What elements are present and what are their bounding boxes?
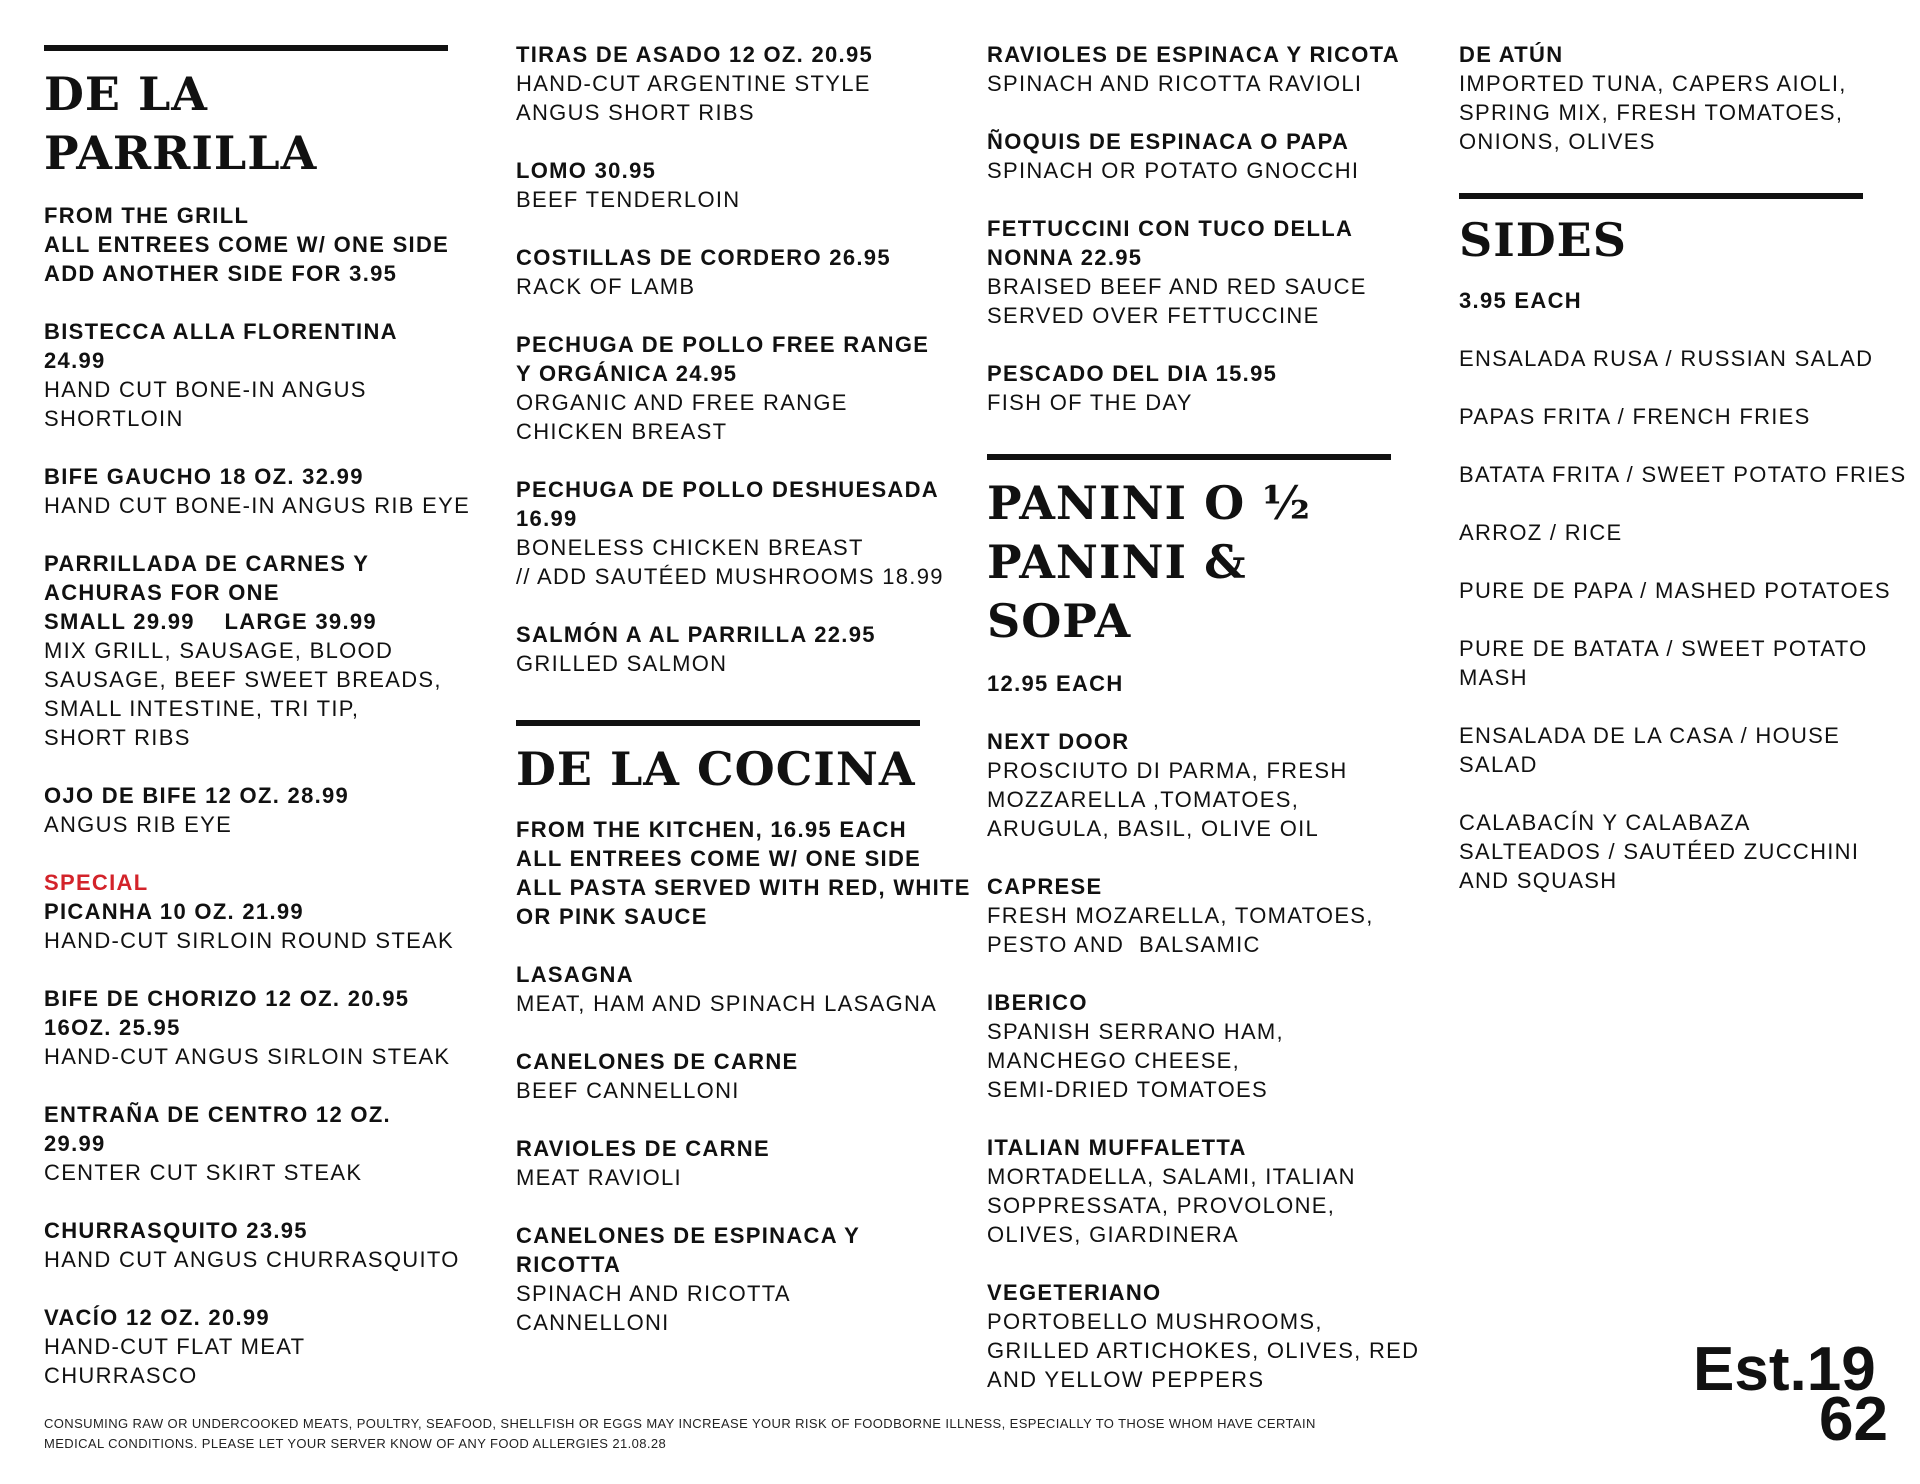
menu-item: [516, 1134, 966, 1192]
side-item-line: AND SQUASH: [1459, 868, 1618, 893]
menu-item: [44, 462, 484, 520]
item-description: PROSCIUTO DI PARMA, FRESH: [987, 758, 1348, 783]
disclaimer-line: CONSUMING RAW OR UNDERCOOKED MEATS, POULTRY, SEAFOOD, SHELLFISH OR EGGS MAY INCREASE YOUR RISK OF FOODBORNE ILLNESS, ESPECIALLY TO THOSE WHOM HAVE CERTAIN: [44, 1416, 1316, 1431]
item-description: SPINACH AND RICOTTA RAVIOLI: [987, 71, 1363, 96]
item-description: GRILLED ARTICHOKES, OLIVES, RED: [987, 1338, 1420, 1363]
side-item: [1459, 634, 1889, 692]
item-description: GRILLED SALMON: [516, 651, 728, 676]
item-title: LOMO 30.95: [516, 158, 657, 183]
item-description: IMPORTED TUNA, CAPERS AIOLI,: [1459, 71, 1847, 96]
menu-item: [44, 1216, 484, 1274]
item-title: RAVIOLES DE CARNE: [516, 1136, 770, 1161]
item-description: ANGUS RIB EYE: [44, 812, 233, 837]
item-title: RICOTTA: [516, 1252, 622, 1277]
item-description: RACK OF LAMB: [516, 274, 696, 299]
item-title: TIRAS DE ASADO 12 OZ. 20.95: [516, 42, 874, 67]
item-description: MIX GRILL, SAUSAGE, BLOOD: [44, 638, 394, 663]
est-1962-logo: [1693, 1335, 1888, 1454]
menu-item: [1459, 40, 1889, 156]
item-description: PESTO AND BALSAMIC: [987, 932, 1261, 957]
item-description: HAND CUT BONE-IN ANGUS RIB EYE: [44, 493, 471, 518]
item-description: FRESH MOZARELLA, TOMATOES,: [987, 903, 1374, 928]
menu-item: [987, 359, 1407, 417]
menu-item: [516, 243, 966, 301]
item-description: HAND-CUT ARGENTINE STYLE: [516, 71, 871, 96]
item-description: MOZZARELLA ,TOMATOES,: [987, 787, 1300, 812]
item-title: DE ATÚN: [1459, 42, 1564, 67]
item-title: SALMÓN A AL PARRILLA 22.95: [516, 622, 876, 647]
item-title: PESCADO DEL DIA 15.95: [987, 361, 1278, 386]
menu-item: [516, 620, 966, 678]
section-divider: [44, 45, 448, 51]
intro-line: ALL ENTREES COME W/ ONE SIDE: [516, 846, 922, 871]
section-title-panini: [987, 474, 1407, 651]
section-divider: [1459, 193, 1863, 199]
item-description: PORTOBELLO MUSHROOMS,: [987, 1309, 1323, 1334]
menu-item: [516, 475, 966, 591]
item-description: CHURRASCO: [44, 1363, 198, 1388]
item-description: // ADD SAUTÉED MUSHROOMS 18.99: [516, 564, 944, 589]
item-title: OJO DE BIFE 12 OZ. 28.99: [44, 783, 350, 808]
item-description: AND YELLOW PEPPERS: [987, 1367, 1265, 1392]
item-description: SPRING MIX, FRESH TOMATOES,: [1459, 100, 1844, 125]
column-sides: [1459, 0, 1907, 895]
side-item: PAPAS FRITA / FRENCH FRIES: [1459, 404, 1811, 429]
item-description: MORTADELLA, SALAMI, ITALIAN: [987, 1164, 1356, 1189]
menu-item: [44, 1303, 484, 1390]
allergy-disclaimer: [44, 1414, 1444, 1454]
item-title: BISTECCA ALLA FLORENTINA: [44, 319, 398, 344]
item-description: SOPPRESSATA, PROVOLONE,: [987, 1193, 1336, 1218]
item-description: CHICKEN BREAST: [516, 419, 728, 444]
item-description: HAND-CUT SIRLOIN ROUND STEAK: [44, 928, 455, 953]
item-title: FETTUCCINI CON TUCO DELLA: [987, 216, 1354, 241]
item-title: PICANHA 10 OZ. 21.99: [44, 899, 304, 924]
menu-item: [516, 1047, 966, 1105]
section-divider: [516, 720, 920, 726]
side-item: ARROZ / RICE: [1459, 520, 1623, 545]
item-price: 29.99: [44, 1131, 106, 1156]
item-title: CANELONES DE ESPINACA Y: [516, 1223, 861, 1248]
section-title-line: PANINI O ½: [987, 476, 1312, 530]
column-pasta-panini: [987, 0, 1420, 1394]
intro-line: FROM THE GRILL: [44, 203, 250, 228]
menu-item: [987, 872, 1407, 959]
item-title: NONNA 22.95: [987, 245, 1143, 270]
section-intro: [987, 669, 1407, 698]
item-title: PECHUGA DE POLLO DESHUESADA: [516, 477, 939, 502]
item-title: NEXT DOOR: [987, 729, 1130, 754]
item-description: HAND CUT BONE-IN ANGUS: [44, 377, 367, 402]
item-description: OLIVES, GIARDINERA: [987, 1222, 1240, 1247]
section-divider: [987, 454, 1391, 460]
item-description: BEEF CANNELLONI: [516, 1078, 740, 1103]
item-title: BIFE DE CHORIZO 12 OZ. 20.95: [44, 986, 410, 1011]
column-grill: [44, 0, 484, 1390]
side-item: [1459, 808, 1889, 895]
section-title-parrilla: DE LA PARRILLA: [44, 67, 318, 180]
item-description: CANNELLONI: [516, 1310, 670, 1335]
section-title-sides: SIDES: [1459, 213, 1627, 267]
item-title: COSTILLAS DE CORDERO 26.95: [516, 245, 891, 270]
column-grill-continued: [516, 0, 971, 1337]
section-intro: [44, 201, 484, 288]
item-description: BEEF TENDERLOIN: [516, 187, 741, 212]
item-title: Y ORGÁNICA 24.95: [516, 361, 738, 386]
side-item-line: CALABACÍN Y CALABAZA: [1459, 810, 1751, 835]
menu-item: [44, 1100, 484, 1187]
intro-line: 3.95 EACH: [1459, 288, 1582, 313]
item-title: BIFE GAUCHO 18 OZ. 32.99: [44, 464, 364, 489]
item-title: CAPRESE: [987, 874, 1103, 899]
item-title: PARRILLADA DE CARNES Y: [44, 551, 370, 576]
logo-line: 62: [1819, 1385, 1888, 1454]
section-intro: [516, 815, 971, 931]
intro-line: FROM THE KITCHEN, 16.95 EACH: [516, 817, 907, 842]
menu-item: [987, 1133, 1407, 1249]
menu-item: [516, 330, 966, 446]
item-description: MEAT RAVIOLI: [516, 1165, 682, 1190]
item-title: ITALIAN MUFFALETTA: [987, 1135, 1247, 1160]
menu-item: [516, 156, 966, 214]
side-item-line: MASH: [1459, 665, 1528, 690]
item-description: SPINACH OR POTATO GNOCCHI: [987, 158, 1360, 183]
intro-line: ADD ANOTHER SIDE FOR 3.95: [44, 261, 398, 286]
item-description: MANCHEGO CHEESE,: [987, 1048, 1241, 1073]
item-title: VACÍO 12 OZ. 20.99: [44, 1305, 270, 1330]
menu-item: [987, 727, 1407, 843]
menu-item: [516, 1221, 966, 1337]
item-title: ÑOQUIS DE ESPINACA O PAPA: [987, 129, 1350, 154]
side-item: BATATA FRITA / SWEET POTATO FRIES: [1459, 462, 1907, 487]
item-description: HAND-CUT ANGUS SIRLOIN STEAK: [44, 1044, 451, 1069]
side-item-line: PURE DE BATATA / SWEET POTATO: [1459, 636, 1868, 661]
item-description: BRAISED BEEF AND RED SAUCE: [987, 274, 1367, 299]
item-price: 16.99: [516, 506, 578, 531]
item-description: SAUSAGE, BEEF SWEET BREADS,: [44, 667, 442, 692]
logo-line: Est.19: [1693, 1335, 1876, 1404]
disclaimer-line: MEDICAL CONDITIONS. PLEASE LET YOUR SERVER KNOW OF ANY FOOD ALLERGIES 21.08.28: [44, 1436, 667, 1451]
item-description: BONELESS CHICKEN BREAST: [516, 535, 864, 560]
item-description: SMALL INTESTINE, TRI TIP,: [44, 696, 360, 721]
menu-item: [44, 984, 484, 1071]
item-title: ENTRAÑA DE CENTRO 12 OZ.: [44, 1102, 391, 1127]
item-description: HAND-CUT FLAT MEAT: [44, 1334, 306, 1359]
side-item: ENSALADA RUSA / RUSSIAN SALAD: [1459, 346, 1874, 371]
menu-item: [44, 781, 484, 839]
item-title: ACHURAS FOR ONE: [44, 580, 280, 605]
item-description: SPANISH SERRANO HAM,: [987, 1019, 1284, 1044]
item-price: SMALL 29.99 LARGE 39.99: [44, 609, 377, 634]
side-item-line: SALTEADOS / SAUTÉED ZUCCHINI: [1459, 839, 1860, 864]
item-description: SHORTLOIN: [44, 406, 184, 431]
menu-item: [987, 127, 1407, 185]
item-title: CANELONES DE CARNE: [516, 1049, 799, 1074]
section-title-cocina: DE LA COCINA: [516, 742, 916, 796]
menu-item: [987, 1278, 1420, 1394]
section-title-line: PANINI & SOPA: [987, 535, 1247, 648]
menu-item: [516, 960, 966, 1018]
item-description: ONIONS, OLIVES: [1459, 129, 1656, 154]
item-description: FISH OF THE DAY: [987, 390, 1193, 415]
item-description: ARUGULA, BASIL, OLIVE OIL: [987, 816, 1320, 841]
item-title: VEGETERIANO: [987, 1280, 1162, 1305]
menu-item-special: [44, 868, 484, 955]
menu-item: [987, 214, 1407, 330]
item-title: IBERICO: [987, 990, 1088, 1015]
intro-line: ALL PASTA SERVED WITH RED, WHITE: [516, 875, 971, 900]
menu-item: [516, 40, 966, 127]
side-item-line: SALAD: [1459, 752, 1538, 777]
section-intro: [1459, 286, 1889, 315]
item-description: SEMI-DRIED TOMATOES: [987, 1077, 1268, 1102]
item-title: PECHUGA DE POLLO FREE RANGE: [516, 332, 930, 357]
side-item-line: ENSALADA DE LA CASA / HOUSE: [1459, 723, 1841, 748]
intro-line: OR PINK SAUCE: [516, 904, 708, 929]
item-description: HAND CUT ANGUS CHURRASQUITO: [44, 1247, 460, 1272]
menu-item: [987, 40, 1407, 98]
item-description: SHORT RIBS: [44, 725, 191, 750]
menu-item: [44, 549, 484, 752]
menu-item: [44, 317, 484, 433]
intro-line: 12.95 EACH: [987, 671, 1124, 696]
item-description: MEAT, HAM AND SPINACH LASAGNA: [516, 991, 938, 1016]
item-description: SERVED OVER FETTUCCINE: [987, 303, 1320, 328]
item-description: SPINACH AND RICOTTA: [516, 1281, 791, 1306]
item-description: ORGANIC AND FREE RANGE: [516, 390, 848, 415]
item-title: LASAGNA: [516, 962, 634, 987]
item-description: CENTER CUT SKIRT STEAK: [44, 1160, 363, 1185]
item-price: 24.99: [44, 348, 106, 373]
item-title: CHURRASQUITO 23.95: [44, 1218, 308, 1243]
item-price: 16OZ. 25.95: [44, 1015, 181, 1040]
intro-line: ALL ENTREES COME W/ ONE SIDE: [44, 232, 450, 257]
menu-item: [987, 988, 1407, 1104]
side-item: [1459, 721, 1889, 779]
item-title: RAVIOLES DE ESPINACA Y RICOTA: [987, 42, 1400, 67]
item-description: ANGUS SHORT RIBS: [516, 100, 755, 125]
special-badge: SPECIAL: [44, 870, 149, 895]
side-item: PURE DE PAPA / MASHED POTATOES: [1459, 578, 1891, 603]
